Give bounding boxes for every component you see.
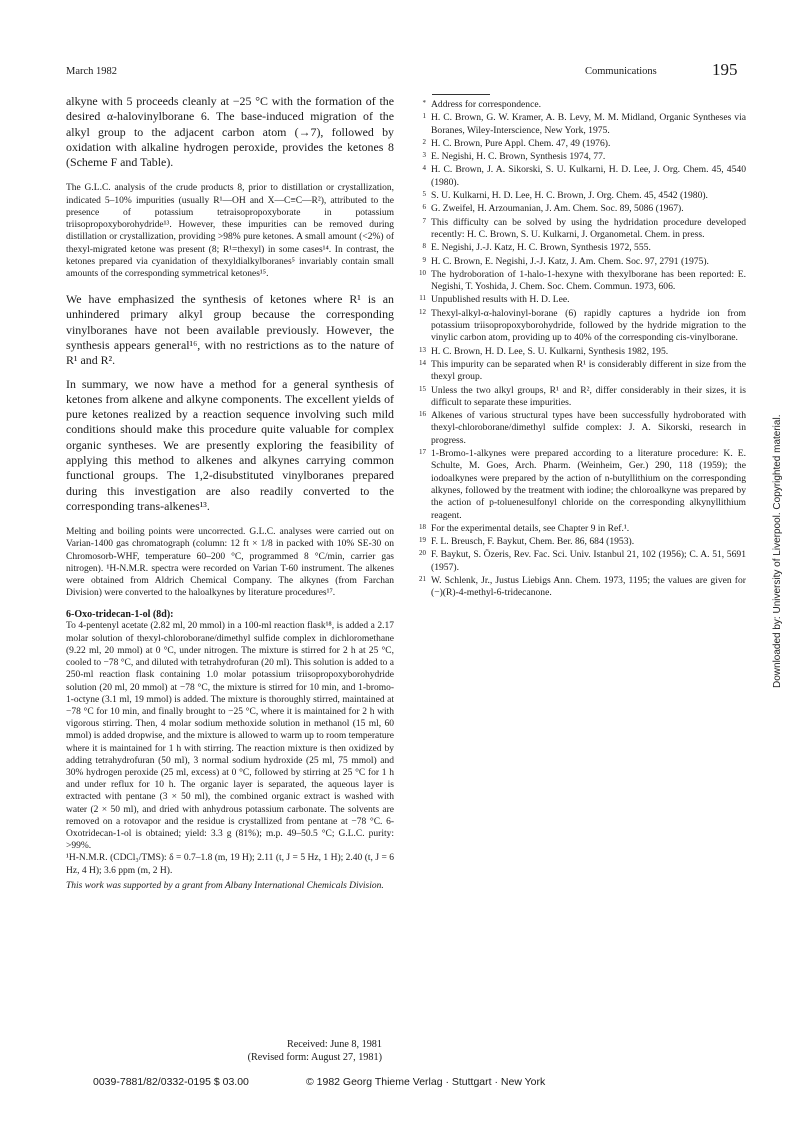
reference-item (414, 164, 746, 189)
reference-number: 7 (422, 216, 426, 225)
reference-text: Alkenes of various structural types have been successfully hydroborated with thexyl-chloroborane/dimethyl sulfide complex: J. A. Sikorski, research in progress. (431, 410, 746, 446)
reference-text: The hydroboration of 1-halo-1-hexyne with thexylborane has been reported: E. Negishi, T. Yoshida, J. Chem. Soc. Chem. Commun. 1973, 606. (431, 268, 746, 293)
reference-number: 19 (419, 536, 426, 545)
reference-text: 1-Bromo-1-alkynes were prepared according to a literature procedure: K. E. Schulte, M. Goes, Arch. Pharm. (Weinheim, Ger.) 290, 118 (1959); the iodoalkynes were prepared by the action of n-butyllithium on the corresponding alkynes, followed by the treatment with iodine; the chloroalkyne was prepared by the action of p-toluenesulfonyl chloride on the corresponding alkynyllithium reagent. (431, 448, 746, 521)
reference-text: H. C. Brown, Pure Appl. Chem. 47, 49 (1976). (431, 137, 611, 149)
preparation-title: 6-Oxo-tridecan-1-ol (8d): (66, 609, 174, 621)
reference-number: 16 (419, 410, 426, 419)
reference-text: For the experimental details, see Chapter 9 in Ref.¹. (431, 522, 630, 534)
reference-text: G. Zweifel, H. Arzoumanian, J. Am. Chem. Soc. 89, 5086 (1967). (431, 203, 684, 215)
reference-text: F. L. Breusch, F. Baykut, Chem. Ber. 86, 684 (1953). (431, 536, 635, 548)
reference-number: 3 (422, 151, 426, 160)
reference-text: Unless the two alkyl groups, R¹ and R², differ considerably in their sizes, it is difficult to separate these impurities. (431, 384, 746, 408)
reference-text: E. Negishi, J.-J. Katz, H. C. Brown, Synthesis 1972, 555. (431, 242, 651, 254)
header-section: Communications (585, 66, 657, 77)
reference-text: W. Schlenk, Jr., Justus Liebigs Ann. Chem. 1973, 1195; the values are given for (−)(R)-4-methyl-6-tridecanone. (431, 574, 746, 599)
article-code: 0039-7881/82/0332-0195 $ 03.00 (93, 1076, 249, 1088)
references-divider (432, 94, 490, 95)
reference-number: 13 (419, 345, 426, 354)
header-date: March 1982 (66, 66, 118, 77)
acknowledgment: This work was supported by a grant from Albany International Chemicals Division. (66, 880, 384, 891)
reference-number: 14 (419, 358, 426, 367)
reference-item (414, 575, 746, 600)
reference-item (414, 138, 746, 150)
preparation-procedure: To 4-pentenyl acetate (2.82 ml, 20 mmol) in a 100-ml reaction flask¹⁸, is added a 2.17 molar solution of thexyl-chloroborane/dimethyl sulfide complex in dichloromethane (9.22 ml, 20 mmol) at 0 °C, under nitrogen. The mixture is stirred for 2 h at 25 °C, cooled to −78 °C, and diluted with tetrahydrofuran (20 ml). This solution is added to a 250-ml reaction flask containing 1.0 molar potassium triisopropoxyborohydride solution (20 ml, 20 mmol) at −78 °C, the mixture is stirred for 10 min, and 1-bromo-1-octyne (3.1 ml, 19 mmol) is added. The mixture is thoroughly stirred, maintained at −78 °C for 10 min, and finally brought to −25 °C, where it is maintained for 2 h with vigorous stirring. Then, 4 molar sodium methoxide solution in methanol (15 ml, 60 mmol) is added dropwise, and the mixture is allowed to warm up to room temperature where it is maintained for 1 h with stirring. The reaction mixture is then oxidized by adding tetrahydrofuran (50 ml), 3 normal sodium hydroxide (25 ml, 75 mmol) and 30% hydrogen peroxide (25 ml, excess) at 0 °C, followed by stirring at 25 °C for 1 h and under reflux for 10 h. The organic layer is separated, the aqueous layer is extracted with pentane (3 × 50 ml), the combined organic extract is washed with water (2 × 50 ml), and dried with anhydrous potassium carbonate. The solvents are removed on a rotovapor and the residue is crystallized from pentane at −78 °C. 6-Oxotridecan-1-ol is obtained; yield: 3.3 g (81%); m.p. 49–50.5 °C; G.L.C. purity: >99%. (66, 621, 394, 852)
reference-item (414, 536, 746, 548)
reference-text: H. C. Brown, G. W. Kramer, A. B. Levy, M. M. Midland, Organic Syntheses via Boranes, Wiley-Interscience, New York, 1975. (431, 112, 746, 136)
body-paragraph-2: We have emphasized the synthesis of ketones where R¹ is an unhindered primary alkyl group because the corresponding vinylboranes have not been available previously. However, the synthesis appears general¹⁶, with no restrictions as to the nature of R¹ and R². (66, 292, 394, 368)
reference-item (414, 448, 746, 522)
download-watermark: Downloaded by: University of Liverpool. Copyrighted material. (772, 414, 783, 688)
reference-list (414, 99, 746, 600)
reference-number: 8 (422, 242, 426, 251)
reference-number: 20 (419, 549, 426, 558)
reference-number: 15 (419, 384, 426, 393)
body-paragraph-3: In summary, we now have a method for a general synthesis of ketones from alkene and alkyne components. The excellent yields of pure ketones realized by a reaction sequence involving such mild conditions should make this procedure quite valuable for complex organic syntheses. We are presently exploring the feasibility of applying this method to alkenes and alkynes carrying common functional groups. The 1,2-disubstituted vinylboranes prepared during this investigation are also readily converted to the corresponding trans-alkenes¹³. (66, 376, 394, 513)
nmr-data: ¹H-N.M.R. (CDCl₃/TMS): δ = 0.7–1.8 (m, 19 H); 2.11 (t, J = 5 Hz, 1 H); 2.40 (t, J = 6 Hz, 4 H); 3.6 ppm (m, 2 H). (66, 853, 394, 876)
revised-date: (Revised form: August 27, 1981) (247, 1052, 382, 1063)
reference-item (414, 269, 746, 294)
reference-number: 6 (422, 203, 426, 212)
references-column (414, 94, 746, 601)
page-number: 195 (712, 60, 738, 79)
reference-item (414, 217, 746, 242)
reference-item (414, 256, 746, 268)
reference-number: 17 (419, 448, 426, 457)
reference-number: 21 (419, 574, 426, 583)
reference-text: H. C. Brown, H. D. Lee, S. U. Kulkarni, Synthesis 1982, 195. (431, 345, 669, 357)
reference-text: This difficulty can be solved by using the hydridation procedure developed recently: H. C. Brown, S. U. Kulkarni, J. Organometal. Chem. in press. (431, 216, 746, 240)
reference-text: Thexyl-alkyl-α-halovinyl-borane (6) rapidly captures a hydride ion from potassium triisopropoxyborohydride, followed by the hydride migration to the vinylic carbon atom, providing up to 40% of the corresponding cis-vinylborane. (431, 307, 746, 344)
reference-number: 1 (422, 112, 426, 121)
reference-item (414, 410, 746, 447)
reference-item (414, 242, 746, 254)
reference-text: H. C. Brown, J. A. Sikorski, S. U. Kulkarni, H. D. Lee, J. Org. Chem. 45, 4540 (1980). (431, 164, 746, 188)
reference-item (414, 112, 746, 137)
reference-item (414, 190, 746, 202)
reference-text: This impurity can be separated when R¹ is considerably different in size from the thexyl group. (431, 358, 746, 383)
reference-text: H. C. Brown, E. Negishi, J.-J. Katz, J. Am. Chem. Soc. 97, 2791 (1975). (431, 255, 709, 267)
reference-number: 11 (419, 294, 426, 303)
glc-note: The G.L.C. analysis of the crude products 8, prior to distillation or crystallization, indicated 5–10% impurities (usually R¹—OH and X—C≡C—R²), attributed to the presence of potassium tetraisopropoxyborate in potassium triisopropoxyborohydride¹³. However, these impurities can be removed during distillation or crystallization, providing >98% pure ketones. A small amount (<2%) of thexyl-migrated ketone was present (8; R¹=thexyl) in some cases¹⁴. In contrast, the ketones prepared via cyanidation of thexyldialkylboranes⁵ invariably contain small amounts of the corresponding symmetrical ketones¹⁵. (66, 183, 394, 279)
reference-item (414, 99, 746, 111)
reference-text: S. U. Kulkarni, H. D. Lee, H. C. Brown, J. Org. Chem. 45, 4542 (1980). (431, 190, 708, 202)
received-dates (66, 1038, 394, 1064)
reference-text: Address for correspondence. (431, 99, 542, 110)
reference-number: 4 (422, 164, 426, 173)
reference-item (414, 346, 746, 358)
experimental-general: Melting and boiling points were uncorrected. G.L.C. analyses were carried out on Varian-1400 gas chromatograph (column: 12 ft × 1/8 in packed with 10% SE-30 on Chromosorb-WHF, temperature 60–200 °C, programmed 8 °C/min, carrier gas nitrogen). ¹H-N.M.R. spectra were recorded on Varian T-60 instrument. The alkenes were obtained from Aldrich Chemical Company. The alkynes (from Farchan Division) were converted to the haloalkynes by literature procedures¹⁷. (66, 527, 394, 599)
reference-item (414, 549, 746, 574)
reference-item (414, 203, 746, 215)
copyright-line: © 1982 Georg Thieme Verlag · Stuttgart · New York (306, 1076, 546, 1088)
reference-text: Unpublished results with H. D. Lee. (431, 294, 570, 306)
reference-item (414, 523, 746, 535)
reference-number: 18 (419, 522, 426, 531)
left-column (66, 94, 394, 892)
reference-number: 12 (419, 307, 426, 316)
reference-number: 10 (419, 268, 426, 277)
reference-item (414, 308, 746, 345)
reference-text: F. Baykut, S. Özeris, Rev. Fac. Sci. Univ. Istanbul 21, 102 (1956); C. A. 51, 5691 (1957). (431, 549, 746, 573)
reference-number: * (422, 99, 426, 107)
reference-item (414, 385, 746, 410)
reference-item (414, 294, 746, 306)
reference-number: 2 (422, 137, 426, 146)
reference-number: 5 (422, 190, 426, 199)
reference-item (414, 151, 746, 163)
body-paragraph-1: alkyne with 5 proceeds cleanly at −25 °C with the formation of the desired α-halovinylborane 6. The base-induced migration of the alkyl group to the adjacent carbon atom (→7), followed by oxidation with alkaline hydrogen peroxide, provides the ketones 8 (Scheme F and Table). (66, 94, 394, 170)
reference-number: 9 (422, 255, 426, 264)
received-date: Received: June 8, 1981 (286, 1039, 382, 1050)
reference-item (414, 359, 746, 384)
reference-text: E. Negishi, H. C. Brown, Synthesis 1974, 77. (431, 151, 606, 163)
